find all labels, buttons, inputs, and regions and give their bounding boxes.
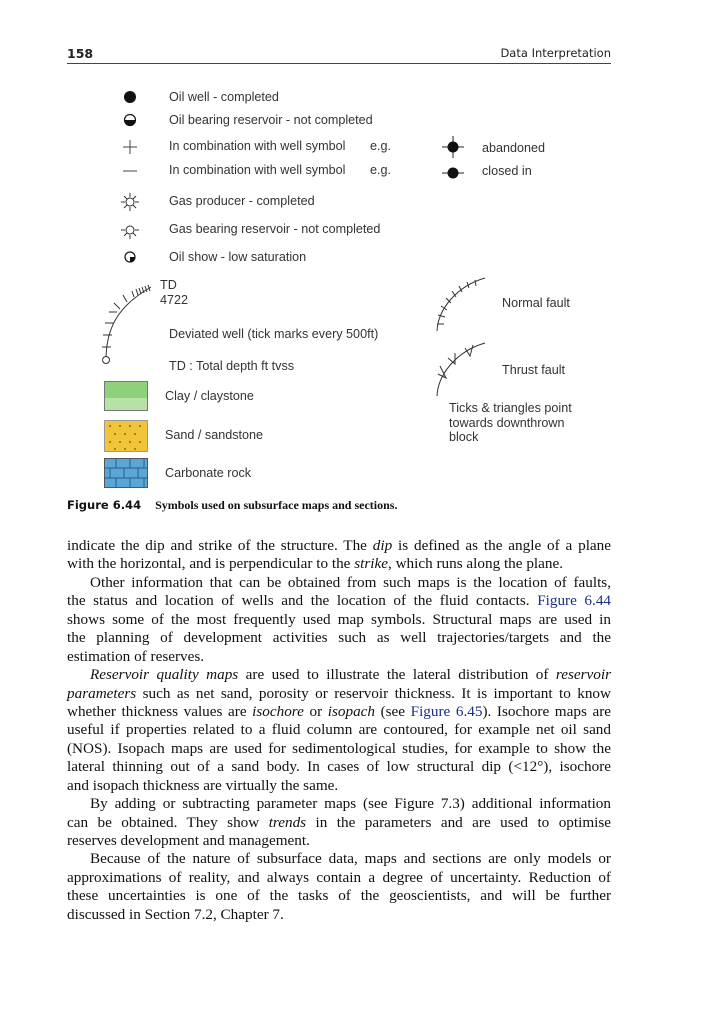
text-segment: Because of the nature of subsurface data, maps and sections are only models or [90, 850, 611, 868]
italic-term: strike [354, 555, 388, 573]
td-note: TD : Total depth ft tvss [169, 359, 295, 373]
italic-term: isopach [327, 702, 375, 720]
thrust-fault-label: Thrust fault [502, 363, 565, 377]
deviated-well-icon [95, 275, 165, 370]
fault-note-line: towards downthrown [449, 416, 565, 430]
text-line [67, 629, 611, 647]
text-line [67, 758, 611, 776]
text-segment: with the horizontal, and is perpendicular to the [67, 555, 355, 573]
gas-bearing-reservoir-icon [120, 220, 140, 240]
lithology-label: Clay / claystone [165, 389, 254, 403]
closed-in-label: closed in [482, 164, 532, 178]
text-segment: the status and location of wells and the location of the fluid contacts. [67, 592, 538, 610]
text-segment: lateral thinning out of a sand body. In cases of low structural dip (<12°), isochore [67, 758, 611, 776]
closed-in-well-icon [441, 161, 465, 185]
fault-note-line: block [449, 430, 479, 444]
text-segment: the planning of development activities such as well trajectories/targets and the [67, 629, 611, 647]
text-segment: these uncertainties is one of the tasks of the geoscientists, and will be further [67, 887, 611, 905]
normal-fault-label: Normal fault [502, 296, 570, 310]
caption-text: Symbols used on subsurface maps and sections. [155, 498, 398, 512]
italic-term: parameters [67, 684, 137, 702]
thrust-fault-icon [432, 338, 492, 398]
text-segment: approximations of reality, and always contain a degree of uncertainty. Reduction of [67, 868, 611, 886]
text-line [67, 721, 611, 739]
header-rule [67, 63, 611, 64]
text-segment: and isopach thickness are virtually the same. [67, 776, 339, 794]
legend-label: Gas bearing reservoir - not completed [169, 222, 381, 236]
text-line [67, 832, 611, 850]
td-label: TD [160, 278, 177, 292]
text-segment: reserves development and management. [67, 832, 310, 849]
legend-label: Oil bearing reservoir - not completed [169, 113, 373, 127]
text-segment: in the parameters and are used to optimise [306, 813, 611, 831]
text-line [67, 777, 611, 795]
italic-term: dip [372, 537, 393, 554]
text-segment: are used to illustrate the lateral distribution of [238, 666, 556, 684]
fault-note-line: Ticks & triangles point [449, 401, 572, 415]
oil-bearing-reservoir-icon [122, 112, 138, 128]
text-line [67, 666, 611, 684]
text-line [67, 611, 611, 629]
text-line [67, 685, 611, 703]
deviated-well-label: Deviated well (tick marks every 500ft) [169, 327, 379, 341]
legend-label: Oil show - low saturation [169, 250, 307, 264]
figure-reference-link[interactable]: Figure 6.44 [537, 592, 612, 610]
plus-icon [121, 138, 139, 156]
text-segment: By adding or subtracting parameter maps (see Figure 7.3) additional information [90, 795, 611, 813]
text-segment: ). Isochore maps are [482, 702, 611, 720]
oil-show-icon [122, 249, 138, 265]
lithology-label: Carbonate rock [165, 466, 252, 480]
text-segment: , which runs along the plane. [387, 555, 564, 573]
clay-swatch [104, 381, 148, 411]
abandoned-label: abandoned [482, 141, 546, 155]
text-segment: or [303, 702, 328, 720]
gas-producer-icon [120, 192, 140, 212]
text-line [67, 906, 611, 924]
text-segment: such as net sand, porosity or reservoir thickness. It is important to know [136, 684, 611, 702]
text-segment: (see [375, 702, 411, 720]
td-value: 4722 [160, 293, 189, 307]
figure-label: Figure 6.44 [67, 498, 142, 512]
text-line [67, 850, 611, 868]
text-line [67, 887, 611, 905]
italic-term: Reservoir quality maps [90, 666, 239, 684]
legend-label: Oil well - completed [169, 90, 279, 104]
text-segment: discussed in Section 7.2, Chapter 7. [67, 905, 284, 923]
sand-swatch [104, 420, 148, 452]
text-segment: can be obtained. They show [67, 813, 269, 831]
italic-term: isochore [252, 702, 304, 720]
figure-caption [67, 498, 397, 513]
italic-term: trends [268, 813, 307, 831]
text-line [67, 592, 611, 610]
text-line [67, 537, 611, 555]
legend-label: In combination with well symbol [169, 163, 346, 177]
body-text [67, 537, 611, 924]
text-line [67, 703, 611, 721]
page-number: 158 [67, 46, 94, 61]
legend-eg: e.g. [370, 139, 392, 153]
text-line [67, 795, 611, 813]
dash-icon [121, 162, 139, 180]
text-line [67, 740, 611, 758]
legend-eg: e.g. [370, 163, 392, 177]
text-line [67, 555, 611, 573]
abandoned-well-icon [441, 135, 465, 159]
text-segment: is defined as the angle of a plane [392, 537, 611, 554]
legend-label: In combination with well symbol [169, 139, 346, 153]
text-segment: (NOS). Isopach maps are used for sedimentological studies, for example to show the [67, 739, 611, 757]
text-segment: indicate the dip and strike of the structure. The [67, 537, 373, 554]
oil-well-completed-icon [122, 89, 138, 105]
text-line [67, 648, 611, 666]
figure-reference-link[interactable]: Figure 6.45 [410, 702, 483, 720]
text-line [67, 574, 611, 592]
text-segment: whether thickness values are [67, 702, 253, 720]
legend-label: Gas producer - completed [169, 194, 315, 208]
running-title: Data Interpretation [500, 46, 611, 60]
text-segment: useful if properties related to a fluid column are contoured, for example net oil sand [67, 721, 611, 739]
italic-term: reservoir [555, 666, 611, 684]
text-line [67, 869, 611, 887]
text-line [67, 814, 611, 832]
text-segment: Other information that can be obtained from such maps is the location of faults, [90, 573, 611, 591]
normal-fault-icon [432, 274, 492, 334]
lithology-label: Sand / sandstone [165, 428, 264, 442]
text-segment: shows some of the most frequently used map symbols. Structural maps are used in [67, 610, 611, 628]
carbonate-swatch [104, 458, 148, 488]
text-segment: estimation of reserves. [67, 647, 205, 665]
